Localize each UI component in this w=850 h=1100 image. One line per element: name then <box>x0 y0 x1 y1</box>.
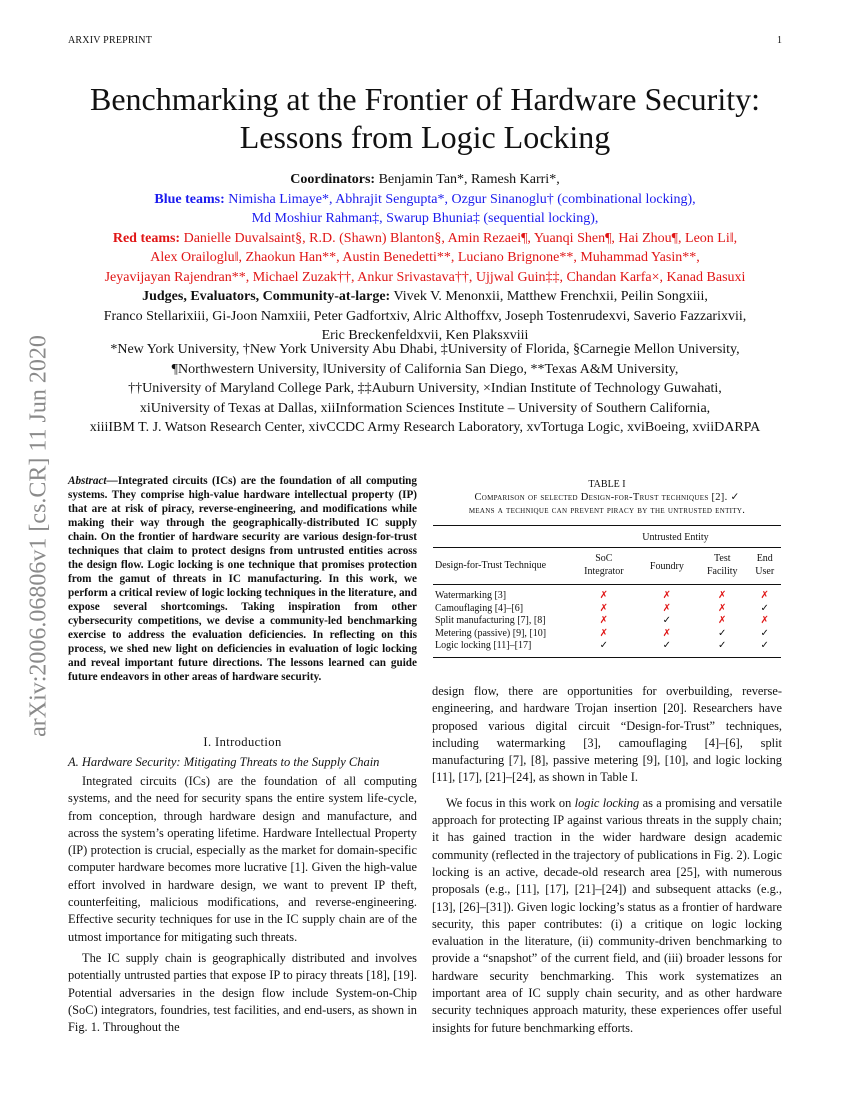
table-cell-mark: ✗ <box>662 627 672 639</box>
table-cell-mark: ✗ <box>599 627 609 639</box>
table-cell-technique: Watermarking [3] <box>435 590 507 601</box>
table-cell-mark: ✗ <box>599 602 609 614</box>
running-header: ARXIV PREPRINT <box>68 35 153 46</box>
table-cell-mark: ✓ <box>662 640 672 651</box>
table-cell-mark: ✓ <box>662 615 672 626</box>
table-caption: TABLE I Comparison of selected Design-for-Trust techniques [2]. ✓ means a technique can prevent piracy by the untrusted entity. <box>468 479 746 516</box>
right-column-body: design flow, there are opportunities for overbuilding, reverse-engineering, and hardware Trojan insertion [20]. Researchers have proposed various digital circuit “Design-for-Trust” techniques, including watermarking [3], camouflaging [4]–[6], split manufacturing [7], [8], passive metering [9], [10], and logic locking [11], [17], [21]–[24], as shown in Table I. We focus in this work on logic locking as a promising and versatile approach for protecting IP against various threats in the supply chain; it has gained traction in the wider hardware design academic community (reflected in the trajectory of publications in Fig. 2). Logic locking is an active, decade-old research area [25], with numerous proposals (e.g., [11], [17], [21]–[24]) and subsequent attacks (e.g., [13], [26]–[31]). Given logic locking’s status as a frontier of hardware security, this paper contributes: (i) a critique on logic locking evaluation in the literature, (ii) community-driven benchmarking to provide a “snapshot” of the current field, and (iii) broader lessons for hardware security benchmarking. This work systematizes an important area of IC supply chain security, and as other hardware security techniques approach maturity, these experiences offer useful insights for future benchmarking efforts. <box>432 684 783 1035</box>
blue-teams: Blue teams: Nimisha Limaye*, Abhrajit Sengupta*, Ozgur Sinanoglu† (combinational locking), <box>154 191 696 207</box>
red-teams: Red teams: Danielle Duvalsaint§, R.D. (Shawn) Blanton§, Amin Rezaei¶, Yuanqi Shen¶, Hai Zhou¶, Leon Li‖, <box>112 230 738 246</box>
table-cell-mark: ✗ <box>718 615 727 626</box>
table-cell-mark: ✗ <box>662 602 672 614</box>
table-row <box>433 615 781 628</box>
table-cell-technique: Metering (passive) [9], [10] <box>435 627 547 639</box>
section-heading: I. Introduction <box>203 735 282 749</box>
table-cell-mark: ✓ <box>599 640 609 651</box>
arxiv-identifier: arXiv:2006.06806v1 [cs.CR] 11 Jun 2020 <box>25 335 52 737</box>
table-cell-technique: Camouflaging [4]–[6] <box>435 602 524 614</box>
table-header-soc: SoC Integrator <box>584 553 624 577</box>
table-cell-mark: ✓ <box>760 640 769 651</box>
table-cell-mark: ✗ <box>718 602 727 614</box>
table-cell-mark: ✗ <box>718 590 727 601</box>
table-row <box>433 603 781 616</box>
table-cell-mark: ✗ <box>662 590 672 601</box>
table-cell-mark: ✗ <box>599 590 609 601</box>
abstract: Abstract—Integrated circuits (ICs) are the foundation of all computing systems. They comprise high-value hardware intellectual property (IP) that are at risk of piracy, reverse-engineering, and modifications while making their way through the geographically-distributed IC supply chain. On the frontier of hardware security are various design-for-trust techniques that claim to protect designs from untrusted entities across the design flow. Logic locking is one technique that promises protection from the gamut of threats in IC manufacturing. In this work, we perform a critical review of logic locking techniques in the literature, and expose several shortcomings. Taking inspiration from other cybersecurity competitions, we devise a community-led benchmarking exercise to address the evaluation deficiencies. In reflecting on this process, we shed new light on deficiencies in evaluation of logic locking and reveal important future directions. The lessons learned can guide future endeavors in other areas of hardware security. <box>68 475 417 683</box>
table-header-foundry: Foundry <box>649 560 684 572</box>
table-cell-mark: ✗ <box>760 615 769 626</box>
table-row <box>433 640 781 653</box>
table-group-header: Untrusted Entity <box>570 526 781 548</box>
table-cell-mark: ✗ <box>599 615 609 626</box>
table-cell-mark: ✓ <box>718 640 727 651</box>
comparison-table <box>433 525 781 658</box>
left-column-body: Integrated circuits (ICs) are the foundation of all computing systems, and the need for security spans the entire system life-cycle, from conception, through hardware design and manufacture, and across the system’s operating lifetime. Hardware Intellectual Property (IP) protection is crucial, especially as the market for domain-specific computer hardware becomes more lucrative [1]. Given the high-value effort involved in hardware design, we want to prevent IP theft, counterfeiting, malicious modifications, and reverse-engineering. Effective security techniques for use in the IC supply chain are of the utmost importance for mitigating such threats. The IC supply chain is geographically distributed and involves potentially untrusted parties that expose IP to piracy threats [18], [19]. Potential adversaries in the design flow include System-on-Chip (SoC) integrators, foundries, test facilities, and end-users, as shown in Fig. 1. Throughout the <box>68 774 417 1035</box>
table-header-enduser: End User <box>755 553 775 577</box>
page-number: 1 <box>777 35 782 46</box>
table-cell-mark: ✓ <box>760 602 769 614</box>
paper-title: Benchmarking at the Frontier of Hardware Security: Lessons from Logic Locking <box>90 81 760 155</box>
table-cell-technique: Split manufacturing [7], [8] <box>435 615 546 626</box>
subsection-heading: A. Hardware Security: Mitigating Threats to the Supply Chain <box>68 755 380 769</box>
table-cell-mark: ✓ <box>760 627 769 639</box>
table-header-technique: Design-for-Trust Technique <box>435 559 547 571</box>
table-cell-mark: ✓ <box>718 627 727 639</box>
table-cell-technique: Logic locking [11]–[17] <box>435 640 532 651</box>
table-header-test: Test Facility <box>706 553 738 577</box>
table-row <box>433 585 781 603</box>
table-row <box>433 628 781 641</box>
table-cell-mark: ✗ <box>760 590 769 601</box>
coordinators: Coordinators: Benjamin Tan*, Ramesh Karri*, <box>290 172 560 187</box>
author-list: Coordinators: Benjamin Tan*, Ramesh Karri*, Blue teams: Nimisha Limaye*, Abhrajit Sengupta*, Ozgur Sinanoglu† (combinational locking), Md Moshiur Rahman‡, Swarup Bhunia‡ (sequential locking), Red teams: Danielle Duvalsaint§, R.D. (Shawn) Blanton§, Amin Rezaei¶, Yuanqi Shen¶, Hai Zhou¶, Leon Li‖, Alex Orailoglu‖, Zhaokun Han**, Austin Benedetti**, Luciano Brignone**, Muhammad Yasin**, Jeyavijayan Rajendran**, Michael Zuzak††, Ankur Srivastava††, Ujjwal Guin‡‡, Chandan Karfa×, Kanad Basuxi Judges, Evaluators, Community-at-large: Vivek V. Menonxii, Matthew Frenchxii, Peilin Songxiii, Franco Stellarixiii, Gi-Joon Namxiii, Peter Gadfortxiv, Alric Althoffxv, Joseph Tostenrudexvi, Saverio Fazzarixvii, Eric Breckenfeldxvii, Ken Plaksxviii <box>60 170 790 346</box>
affiliations: *New York University, †New York University Abu Dhabi, ‡University of Florida, §Carnegie Mellon University, ¶Northwestern University, ‖University of California San Diego, **Texas A&M University, ††University of Maryland College Park, ‡‡Auburn University, ×Indian Institute of Technology Guwahati, xiUniversity of Texas at Dallas, xiiInformation Sciences Institute – University of Southern California, xiiiIBM T. J. Watson Research Center, xivCCDC Army Research Laboratory, xvTortuga Logic, xviBoeing, xviiDARPA <box>89 342 761 435</box>
judges: Judges, Evaluators, Community-at-large: Vivek V. Menonxii, Matthew Frenchxii, Peilin Songxiii, <box>142 289 708 304</box>
